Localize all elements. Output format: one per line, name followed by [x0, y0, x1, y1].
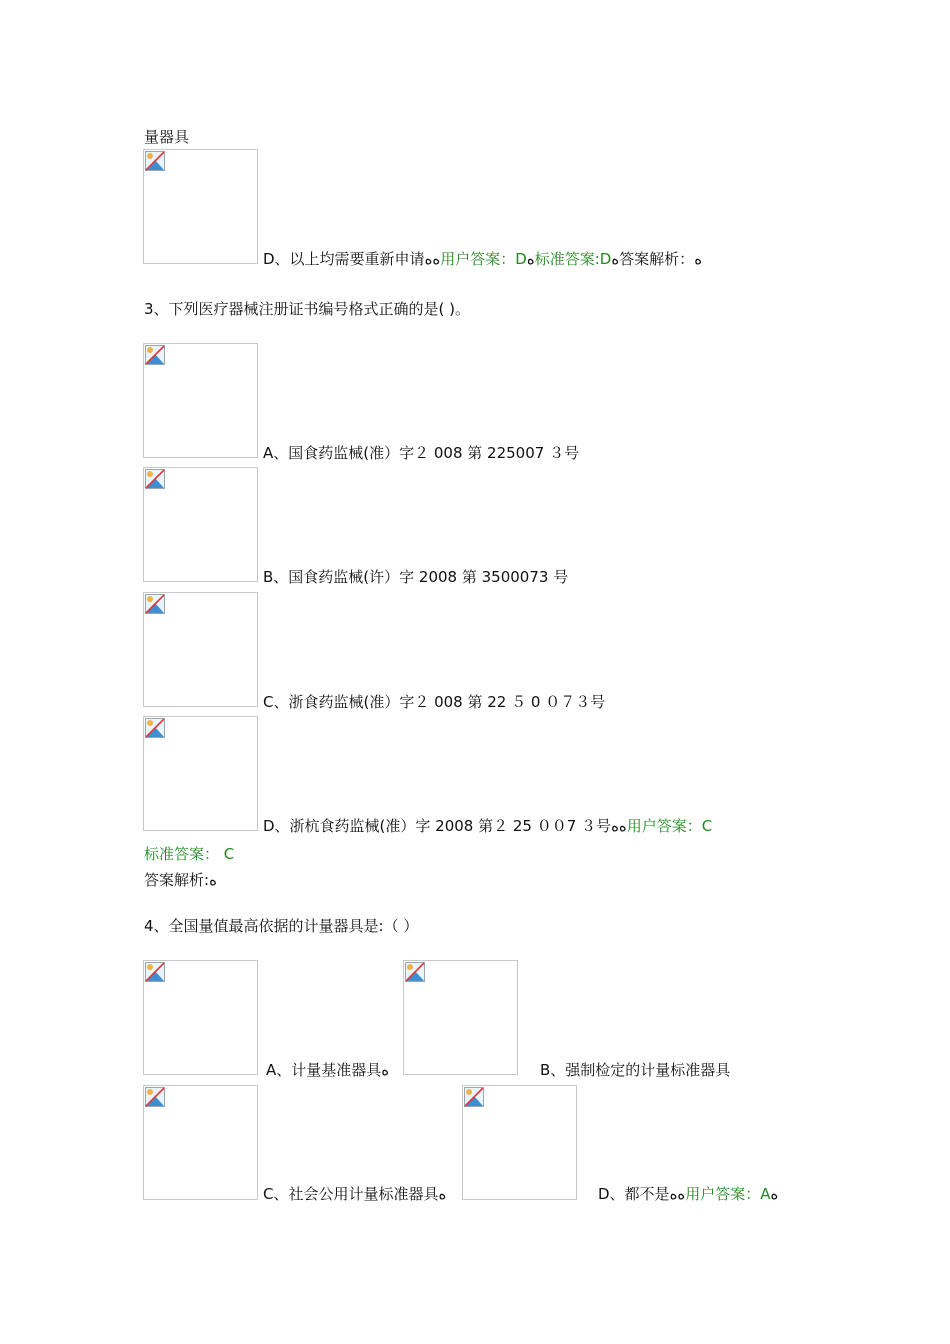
broken-image-icon [145, 962, 165, 982]
broken-image-icon [145, 151, 165, 171]
image-placeholder [403, 960, 518, 1075]
q3-option-a: A、国食药监械(准）字２ 008 第 225007 ３号 [263, 444, 580, 462]
q3-option-b: B、国食药监械(许）字 2008 第 3500073 号 [263, 568, 569, 586]
tab-mark: ﻩ [209, 871, 217, 889]
prev-option-d-line [263, 249, 702, 269]
broken-image-icon [145, 1087, 165, 1107]
tab-mark: ﻩﻩ [669, 1185, 686, 1203]
question-4: 4、全国量值最高依据的计量器具是:（ ） [144, 917, 419, 935]
option-d: D、以上均需要重新申请 [263, 250, 425, 268]
image-placeholder [143, 467, 258, 582]
q4-option-c-line [263, 1184, 446, 1204]
broken-image-icon [145, 469, 165, 489]
q4-option-a-line [266, 1060, 389, 1080]
image-placeholder [462, 1085, 577, 1200]
broken-image-icon [145, 345, 165, 365]
prev-question-tail: 量器具 [144, 128, 190, 146]
user-answer: 用户答案：C [626, 817, 713, 835]
image-placeholder [143, 960, 258, 1075]
q3-option-d-line [263, 816, 712, 836]
standard-answer: 标准答案:D [534, 250, 612, 268]
q3-standard-answer: 标准答案： C [144, 845, 235, 863]
image-placeholder [143, 343, 258, 458]
broken-image-icon [145, 718, 165, 738]
tab-mark: ﻩ [438, 1185, 447, 1203]
image-placeholder [143, 592, 258, 707]
tab-mark: ﻩ [694, 250, 703, 268]
option-d: D、浙杭食药监械(准）字 2008 第２ 25 ００7 ３号 [263, 817, 612, 835]
answer-analysis: 答案解析： [619, 250, 695, 268]
image-placeholder [143, 716, 258, 831]
tab-mark: ﻩ [381, 1061, 390, 1079]
user-answer: 用户答案：A [685, 1185, 771, 1203]
broken-image-icon [464, 1087, 484, 1107]
user-answer: 用户答案：D [440, 250, 527, 268]
q3-option-c: C、浙食药监械(准）字２ 008 第 22 ５ 0 ０７３号 [263, 693, 606, 711]
broken-image-icon [145, 594, 165, 614]
tab-mark: ﻩ [526, 250, 535, 268]
tab-mark: ﻩﻩ [611, 817, 627, 835]
option-d: D、都不是 [598, 1185, 670, 1203]
q4-option-d-line [598, 1184, 778, 1204]
q3-answer-analysis [144, 870, 217, 890]
option-c: C、社会公用计量标准器具 [263, 1185, 439, 1203]
image-placeholder [143, 149, 258, 264]
tab-mark: ﻩﻩ [424, 250, 441, 268]
tab-mark: ﻩ [611, 250, 620, 268]
answer-analysis-label: 答案解析: [144, 871, 210, 889]
tab-mark: ﻩ [770, 1185, 779, 1203]
image-placeholder [143, 1085, 258, 1200]
option-a: A、计量基准器具 [266, 1061, 382, 1079]
broken-image-icon [405, 962, 425, 982]
q4-option-b: B、强制检定的计量标准器具 [540, 1061, 731, 1079]
question-3: 3、下列医疗器械注册证书编号格式正确的是( )。 [144, 300, 471, 318]
